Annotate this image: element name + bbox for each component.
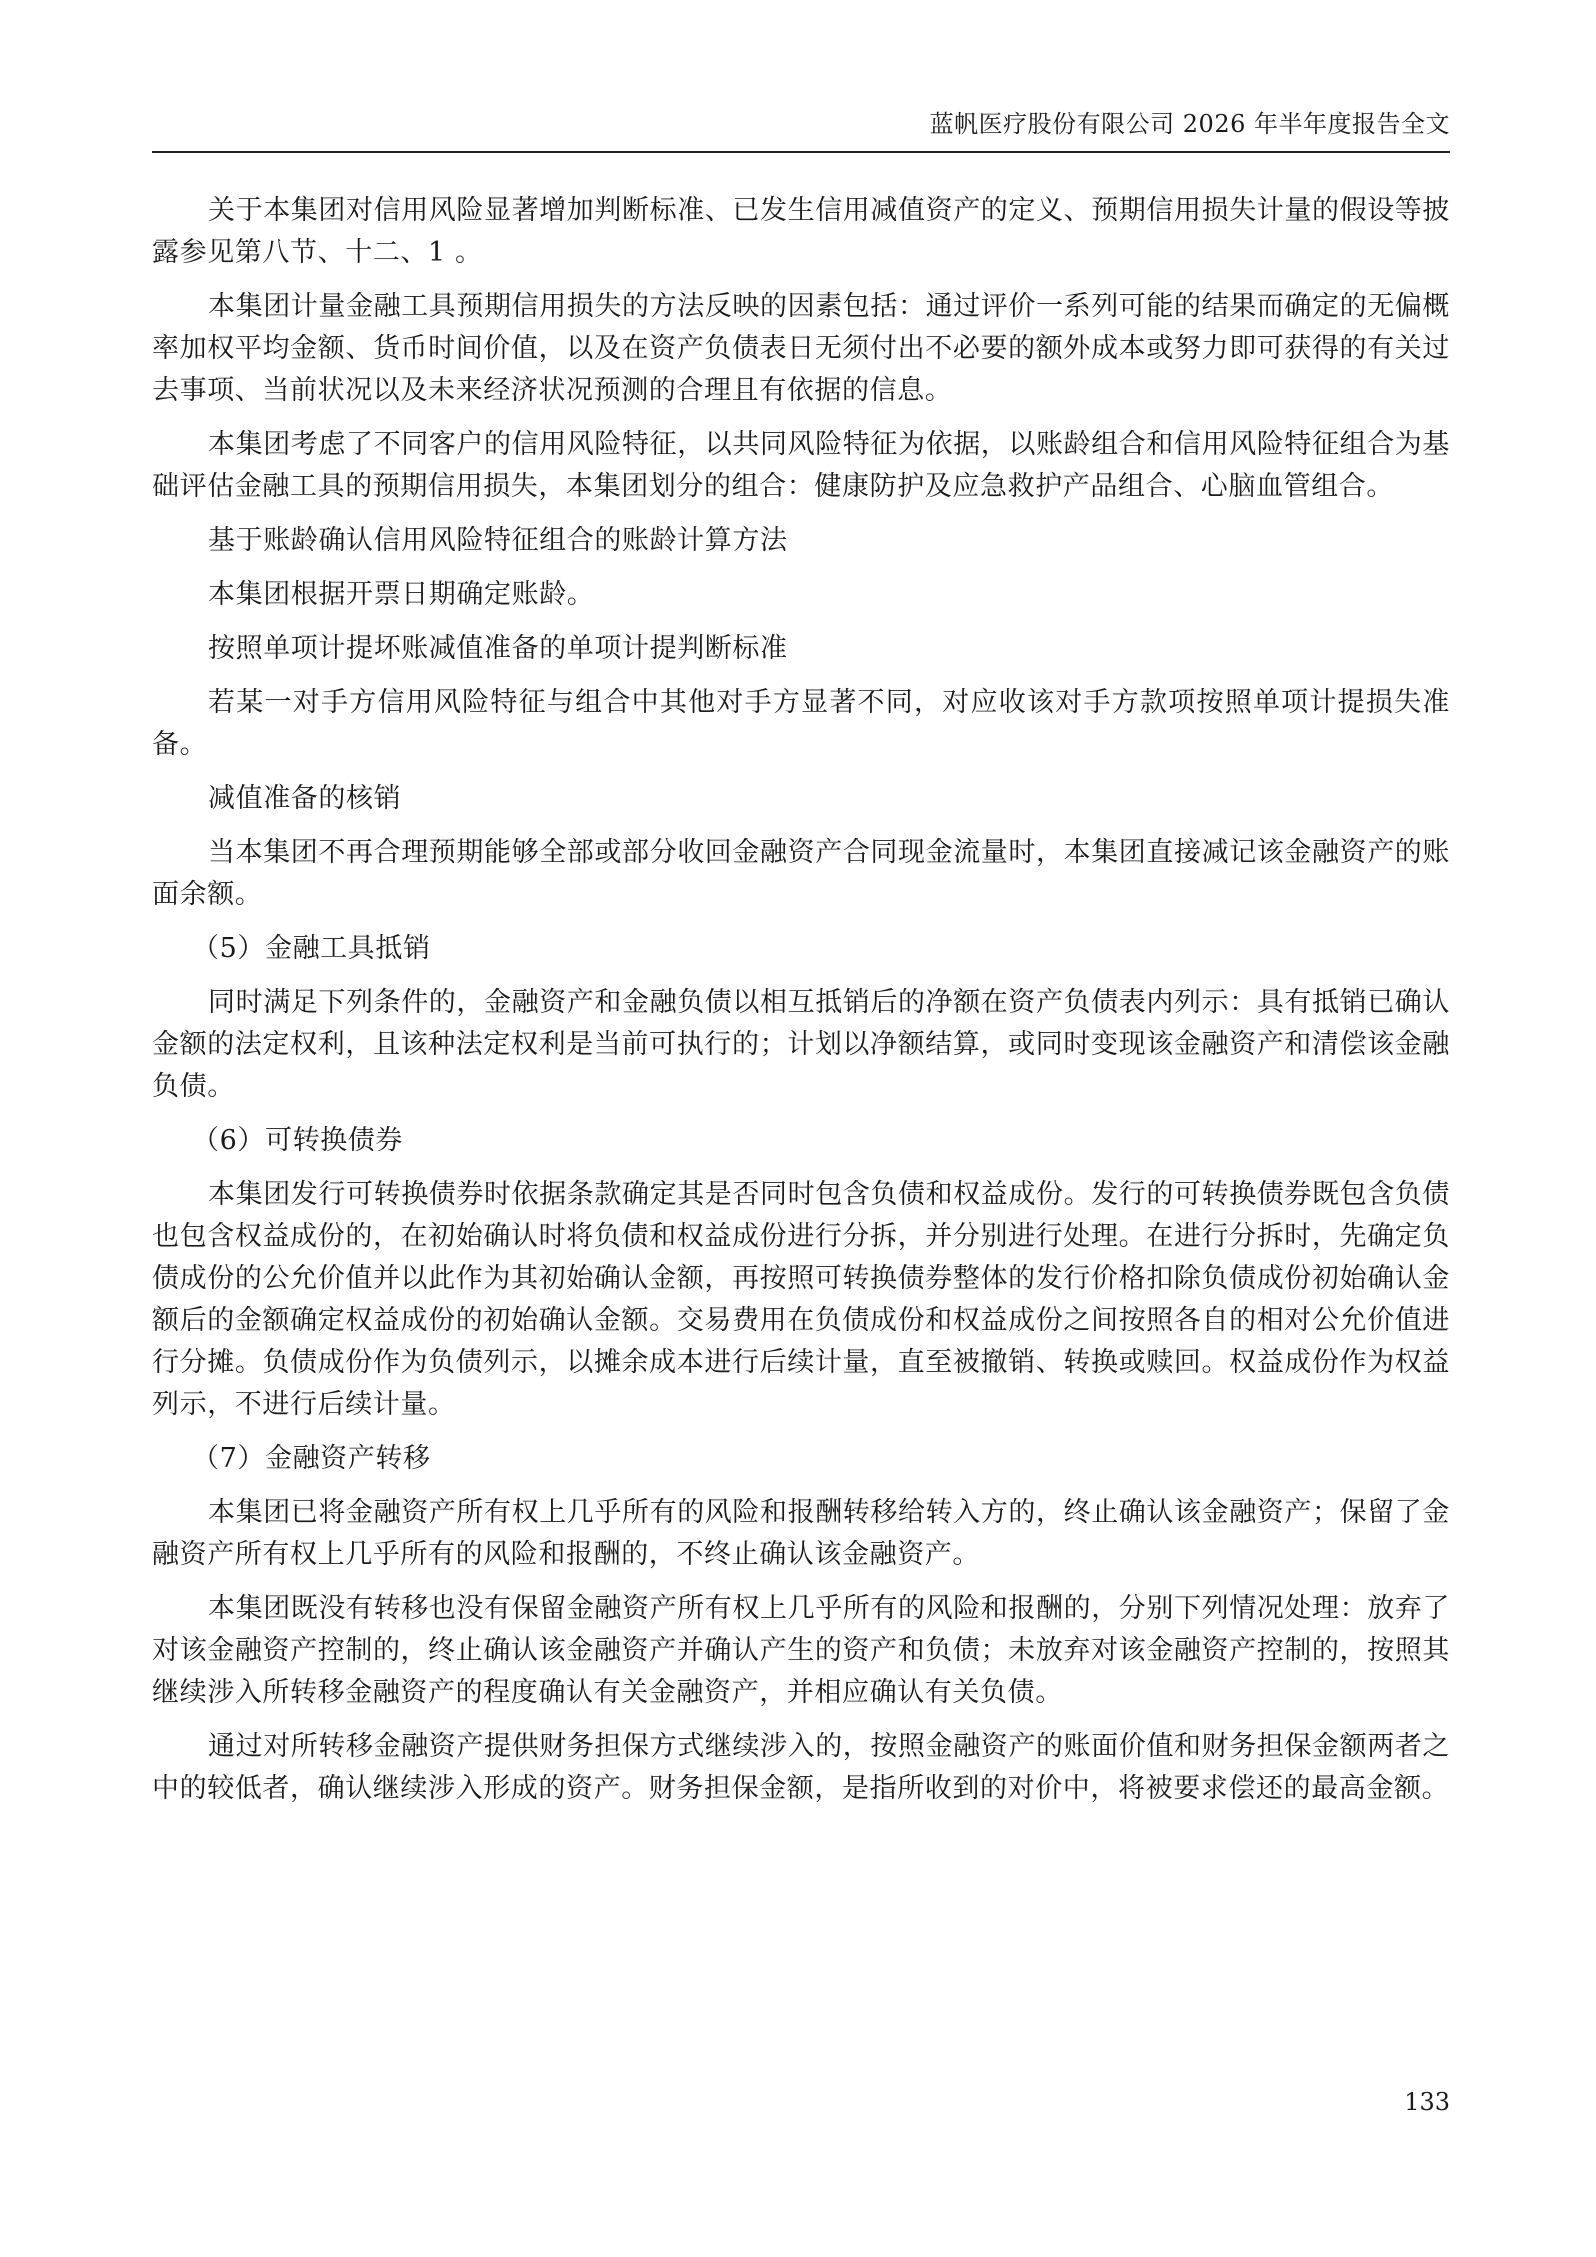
paragraph-offsetting: 同时满足下列条件的，金融资产和金融负债以相互抵销后的净额在资产负债表内列示：具有抵销已确认金额的法定权利，且该种法定权利是当前可执行的；计划以净额结算，或同时变现该金融资产和清偿该金融负债。 xyxy=(152,987,1450,1102)
paragraph-credit-risk-disclosure: 关于本集团对信用风险显著增加判断标准、已发生信用减值资产的定义、预期信用损失计量的假设等披露参见第八节、十二、1 。 xyxy=(152,195,1450,268)
paragraph-convertible-bonds: 本集团发行可转换债券时依据条款确定其是否同时包含负债和权益成份。发行的可转换债券既包含负债也包含权益成份的，在初始确认时将负债和权益成份进行分拆，并分别进行处理。在进行分拆时，先确定负债成份的公允价值并以此作为其初始确认金额，再按照可转换债券整体的发行价格扣除负债成份初始确认金额后的金额确定权益成份的初始确认金额。交易费用在负债成份和权益成份之间按照各自的相对公允价值进行分摊。负债成份作为负债列示，以摊余成本进行后续计量，直至被撤销、转换或赎回。权益成份作为权益列示，不进行后续计量。 xyxy=(152,1179,1450,1420)
page-header xyxy=(152,108,1450,152)
section-heading-offsetting: （5）金融工具抵销 xyxy=(192,933,431,964)
paragraph-financial-guarantee: 通过对所转移金融资产提供财务担保方式继续涉入的，按照金融资产的账面价值和财务担保金额两者之中的较低者，确认继续涉入形成的资产。财务担保金额，是指所收到的对价中，将被要求偿还的最高金额。 xyxy=(152,1731,1450,1804)
paragraph-aging-method-heading: 基于账龄确认信用风险特征组合的账龄计算方法 xyxy=(208,525,788,556)
paragraph-write-off-heading: 减值准备的核销 xyxy=(208,783,402,814)
page-number: 133 xyxy=(1404,2088,1450,2116)
paragraph-expected-credit-loss-method: 本集团计量金融工具预期信用损失的方法反映的因素包括：通过评价一系列可能的结果而确定的无偏概率加权平均金额、货币时间价值，以及在资产负债表日无须付出不必要的额外成本或努力即可获得的有关过去事项、当前状况以及未来经济状况预测的合理且有依据的信息。 xyxy=(152,291,1450,406)
paragraph-credit-risk-portfolio: 本集团考虑了不同客户的信用风险特征，以共同风险特征为依据，以账龄组合和信用风险特征组合为基础评估金融工具的预期信用损失，本集团划分的组合：健康防护及应急救护产品组合、心脑血管组合。 xyxy=(152,429,1450,502)
section-heading-asset-transfer: （7）金融资产转移 xyxy=(192,1443,431,1474)
paragraph-aging-basis: 本集团根据开票日期确定账龄。 xyxy=(208,579,595,610)
paragraph-transfer-continuing-involvement: 本集团既没有转移也没有保留金融资产所有权上几乎所有的风险和报酬的，分别下列情况处理：放弃了对该金融资产控制的，终止确认该金融资产并确认产生的资产和负债；未放弃对该金融资产控制的，按照其继续涉入所转移金融资产的程度确认有关金融资产，并相应确认有关负债。 xyxy=(152,1593,1450,1708)
section-heading-convertible-bonds: （6）可转换债券 xyxy=(192,1125,403,1156)
paragraph-individual-provision-heading: 按照单项计提坏账减值准备的单项计提判断标准 xyxy=(208,633,788,664)
header-divider xyxy=(152,151,1450,153)
paragraph-transfer-derecognition: 本集团已将金融资产所有权上几乎所有的风险和报酬转移给转入方的，终止确认该金融资产；保留了金融资产所有权上几乎所有的风险和报酬的，不终止确认该金融资产。 xyxy=(152,1497,1450,1570)
report-title: 蓝帆医疗股份有限公司 2026 年半年度报告全文 xyxy=(929,110,1450,138)
paragraph-write-off: 当本集团不再合理预期能够全部或部分收回金融资产合同现金流量时，本集团直接减记该金融资产的账面余额。 xyxy=(152,837,1450,910)
document-body xyxy=(152,190,1450,1822)
paragraph-individual-provision: 若某一对手方信用风险特征与组合中其他对手方显著不同，对应收该对手方款项按照单项计提损失准备。 xyxy=(152,687,1450,760)
